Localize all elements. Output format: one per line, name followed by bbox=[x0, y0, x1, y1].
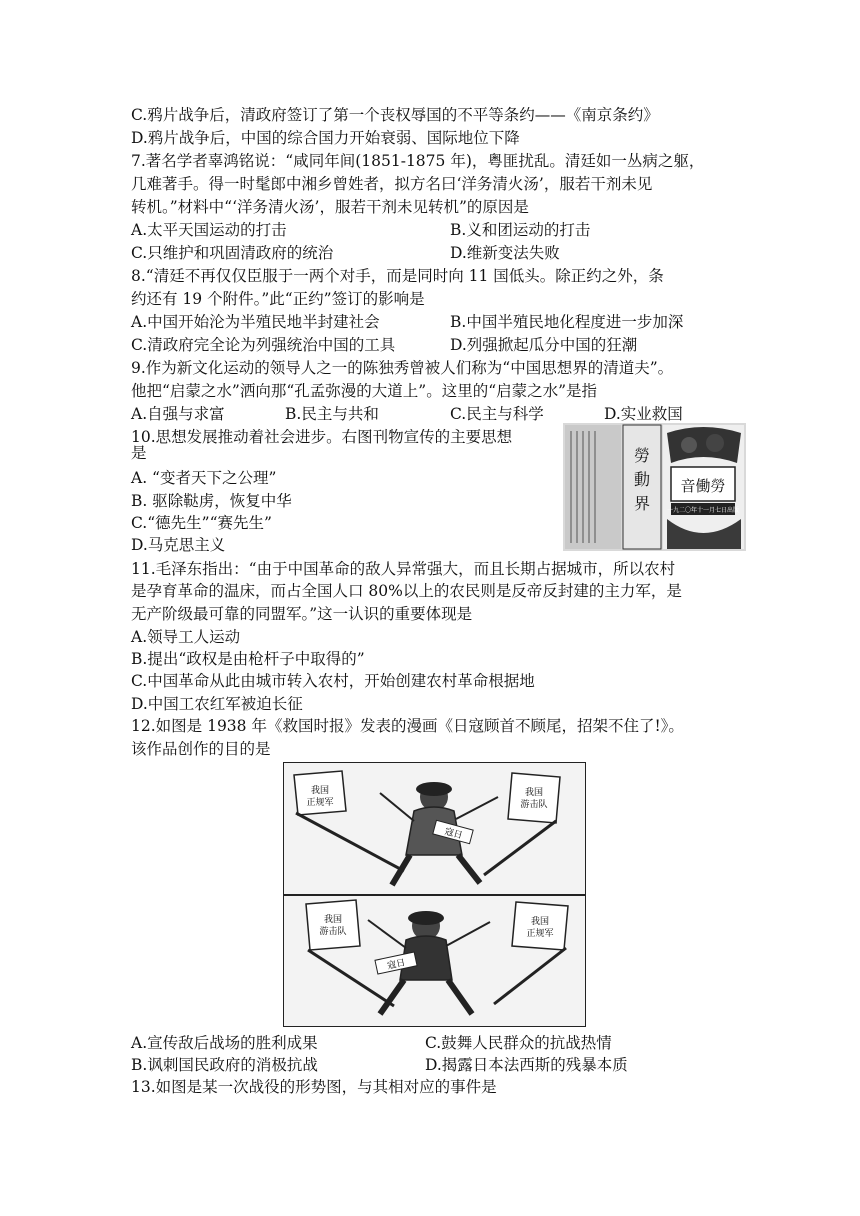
svg-text:我国: 我国 bbox=[524, 788, 544, 798]
question-7-stem: 几难著手。得一时髦郎中湘乡曾姓者，拟方名曰‘洋务清火汤’，服若干剂未见 bbox=[131, 175, 653, 193]
q7-option-b: B.义和团运动的打击 bbox=[450, 221, 591, 239]
question-12-stem: 该作品创作的目的是 bbox=[131, 740, 271, 758]
question-13-stem: 13.如图是某一次战役的形势图，与其相对应的事件是 bbox=[131, 1078, 497, 1096]
svg-text:我国: 我国 bbox=[310, 786, 330, 796]
svg-text:動: 動 bbox=[633, 470, 651, 489]
question-8-stem: 约还有 19 个附件。”此“正约”签订的影响是 bbox=[131, 290, 425, 308]
q9-option-d: D.实业救国 bbox=[604, 405, 683, 423]
question-9-stem: 9.作为新文化运动的领导人之一的陈独秀曾被人们称为“中国思想界的清道夫”。 bbox=[131, 359, 674, 377]
svg-text:正规军: 正规军 bbox=[306, 798, 334, 808]
question-7-stem: 转机。”材料中“‘洋务清火汤’，服若干剂未见转机”的原因是 bbox=[131, 198, 529, 216]
q8-option-c: C.清政府完全论为列强统治中国的工具 bbox=[131, 336, 396, 354]
svg-text:正规军: 正规军 bbox=[526, 929, 554, 939]
q8-option-d: D.列强掀起瓜分中国的狂潮 bbox=[450, 336, 638, 354]
question-10-stem: 10.思想发展推动着社会进步。右图刊物宣传的主要思想 bbox=[131, 428, 513, 446]
svg-text:我国: 我国 bbox=[323, 915, 343, 925]
labor-magazine-covers bbox=[563, 423, 746, 551]
svg-text:寇日: 寇日 bbox=[443, 827, 464, 842]
q7-option-a: A.太平天国运动的打击 bbox=[131, 221, 287, 239]
q7-option-c: C.只维护和巩固清政府的统治 bbox=[131, 244, 334, 262]
question-8-stem: 8.“清廷不再仅仅臣服于一两个对手，而是同时向 11 国低头。除正约之外，条 bbox=[131, 267, 664, 285]
svg-text:一九二〇年十一月七日出版: 一九二〇年十一月七日出版 bbox=[666, 507, 740, 514]
q12-option-b: B.讽刺国民政府的消极抗战 bbox=[131, 1056, 318, 1074]
svg-text:音働勞: 音働勞 bbox=[680, 477, 726, 495]
question-7-stem: 7.著名学者辜鸿铭说：“咸同年间(1851-1875 年)，粤匪扰乱。清廷如一丛病之躯， bbox=[131, 152, 705, 170]
svg-text:界: 界 bbox=[633, 494, 651, 513]
cartoon-illustration bbox=[284, 763, 585, 894]
q12-option-a: A.宣传敌后战场的胜利成果 bbox=[131, 1034, 318, 1052]
cartoon-panel-bottom bbox=[283, 895, 586, 1027]
question-12-stem: 12.如图是 1938 年《救国时报》发表的漫画《日寇顾首不顾尾，招架不住了!》。 bbox=[131, 717, 684, 735]
q9-option-b: B.民主与共和 bbox=[285, 405, 379, 423]
q10-option-b: B. 驱除鞑虏，恢复中华 bbox=[131, 492, 292, 510]
q11-option-a: A.领导工人运动 bbox=[131, 628, 241, 646]
text-line: D.鸦片战争后，中国的综合国力开始衰弱、国际地位下降 bbox=[131, 129, 520, 147]
question-10-stem: 是 bbox=[131, 444, 147, 462]
text-line: C.鸦片战争后，清政府签订了第一个丧权辱国的不平等条约——《南京条约》 bbox=[131, 106, 659, 124]
svg-text:我国: 我国 bbox=[530, 917, 550, 927]
question-11-stem: 11.毛泽东指出：“由于中国革命的敌人异常强大，而且长期占据城市，所以农村 bbox=[131, 560, 676, 578]
q12-option-c: C.鼓舞人民群众的抗战热情 bbox=[425, 1034, 612, 1052]
cartoon-illustration bbox=[284, 896, 585, 1026]
svg-text:勞: 勞 bbox=[633, 446, 651, 465]
magazine-image bbox=[563, 423, 746, 551]
svg-text:游击队: 游击队 bbox=[319, 927, 347, 937]
svg-text:游击队: 游击队 bbox=[520, 800, 548, 810]
svg-text:寇日: 寇日 bbox=[386, 958, 407, 972]
q7-option-d: D.维新变法失败 bbox=[450, 244, 560, 262]
q11-option-b: B.提出“政权是由枪杆子中取得的” bbox=[131, 650, 365, 668]
cartoon-panel-top bbox=[283, 762, 586, 895]
q11-option-d: D.中国工农红军被迫长征 bbox=[131, 695, 303, 713]
q8-option-a: A.中国开始沦为半殖民地半封建社会 bbox=[131, 313, 380, 331]
q10-option-a: A. “变者天下之公理” bbox=[131, 469, 277, 487]
question-11-stem: 无产阶级最可靠的同盟军。”这一认识的重要体现是 bbox=[131, 605, 473, 623]
q11-option-c: C.中国革命从此由城市转入农村，开始创建农村革命根据地 bbox=[131, 672, 535, 690]
q8-option-b: B.中国半殖民地化程度进一步加深 bbox=[450, 313, 684, 331]
question-9-stem: 他把“启蒙之水”洒向那“孔孟弥漫的大道上”。这里的“启蒙之水”是指 bbox=[131, 382, 598, 400]
q12-option-d: D.揭露日本法西斯的残暴本质 bbox=[425, 1056, 628, 1074]
q9-option-a: A.自强与求富 bbox=[131, 405, 225, 423]
q10-option-d: D.马克思主义 bbox=[131, 536, 226, 554]
q9-option-c: C.民主与科学 bbox=[450, 405, 544, 423]
question-11-stem: 是孕育革命的温床，而占全国人口 80%以上的农民则是反帝反封建的主力军，是 bbox=[131, 582, 682, 600]
q10-option-c: C.“德先生”“赛先生” bbox=[131, 514, 272, 532]
